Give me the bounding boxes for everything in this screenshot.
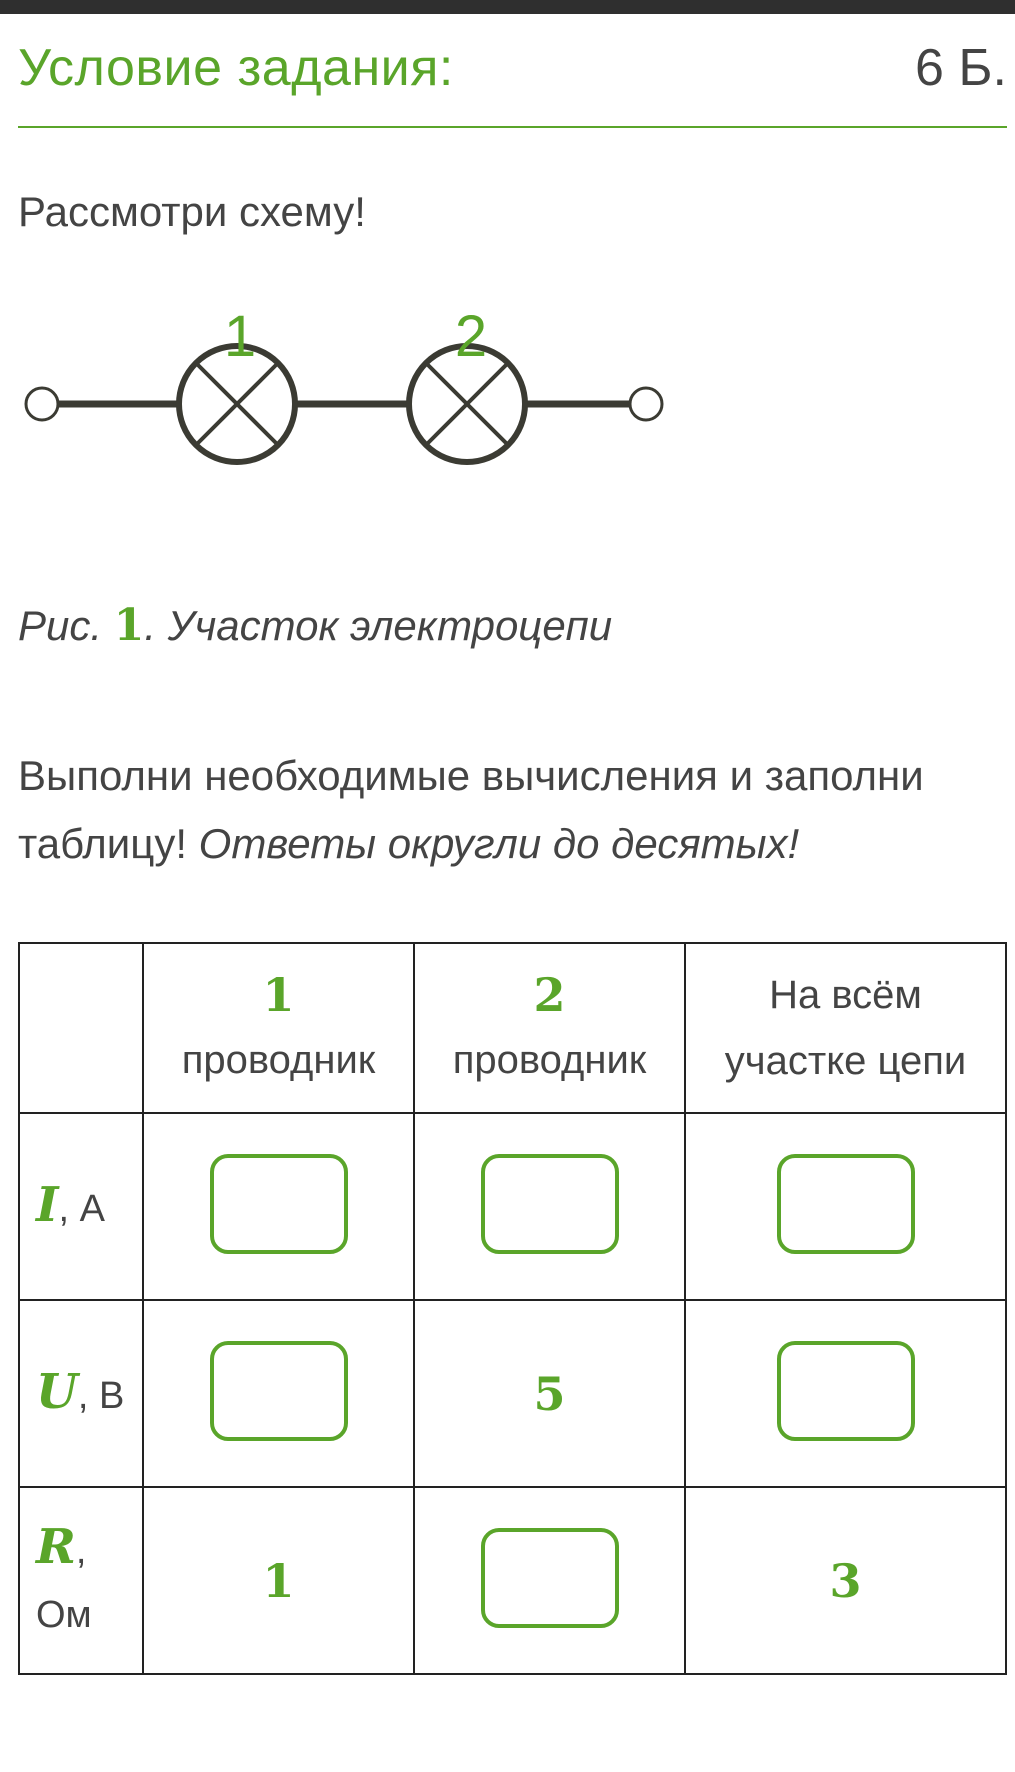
table-row-current: [19, 1113, 1006, 1300]
answer-input-u-total[interactable]: [777, 1341, 915, 1441]
quantity-symbol: R: [36, 1518, 76, 1575]
header-label: проводник: [181, 1038, 376, 1082]
answer-input-i-total[interactable]: [777, 1154, 915, 1254]
table-cell: [685, 1113, 1006, 1300]
table-cell: [143, 1113, 414, 1300]
header-cell-2: [414, 943, 685, 1113]
task-emphasis: Ответы округли до десятых!: [198, 820, 800, 867]
table-cell: [685, 1300, 1006, 1487]
figure-caption: [18, 600, 612, 651]
lamp-2-label: 2: [454, 310, 488, 369]
quantity-symbol: I: [36, 1176, 59, 1233]
table-cell: [685, 1487, 1006, 1674]
page-title: Условие задания:: [18, 39, 454, 97]
row-label: [19, 1487, 143, 1674]
row-label: [19, 1300, 143, 1487]
answer-table: [18, 942, 1007, 1675]
quantity-unit: , Ом: [36, 1529, 92, 1636]
points-badge: 6 Б.: [915, 39, 1007, 97]
caption-text: . Участок электроцепи: [144, 602, 613, 649]
header-number: 1: [262, 968, 295, 1022]
answer-input-r2[interactable]: [481, 1528, 619, 1628]
given-value-u2: 5: [533, 1366, 566, 1421]
circuit-diagram: [18, 310, 698, 480]
caption-prefix: Рис.: [18, 602, 114, 649]
quantity-symbol: U: [36, 1363, 78, 1420]
header-number: 2: [533, 968, 566, 1022]
answer-input-i2[interactable]: [481, 1154, 619, 1254]
caption-number: 1: [113, 600, 145, 651]
terminal-left: [26, 388, 58, 420]
top-status-bar: [0, 0, 1015, 14]
corner-cell: [19, 943, 143, 1113]
given-value-r-total: 3: [829, 1553, 862, 1608]
table-cell: [414, 1487, 685, 1674]
intro-text: Рассмотри схему!: [18, 188, 366, 235]
table-row-resistance: [19, 1487, 1006, 1674]
row-label: [19, 1113, 143, 1300]
terminal-right: [630, 388, 662, 420]
header-label: проводник: [452, 1038, 647, 1082]
table-cell: [143, 1487, 414, 1674]
table-header-row: [19, 943, 1006, 1113]
table-row-voltage: [19, 1300, 1006, 1487]
answer-input-i1[interactable]: [210, 1154, 348, 1254]
header-cell-total: [685, 943, 1006, 1113]
header-label: На всём участке цепи: [724, 973, 967, 1083]
lamp-1-label: 1: [223, 310, 257, 369]
task-text: Выполни необходимые вычисления и заполни таблицу!: [18, 752, 924, 867]
task-instructions: [18, 742, 998, 878]
answer-input-u1[interactable]: [210, 1341, 348, 1441]
header-cell-1: [143, 943, 414, 1113]
quantity-unit: , А: [58, 1187, 105, 1230]
task-header: [18, 38, 1007, 128]
table-cell: [414, 1300, 685, 1487]
table-cell: [143, 1300, 414, 1487]
given-value-r1: 1: [262, 1553, 295, 1608]
quantity-unit: , В: [77, 1374, 125, 1417]
table-cell: [414, 1113, 685, 1300]
